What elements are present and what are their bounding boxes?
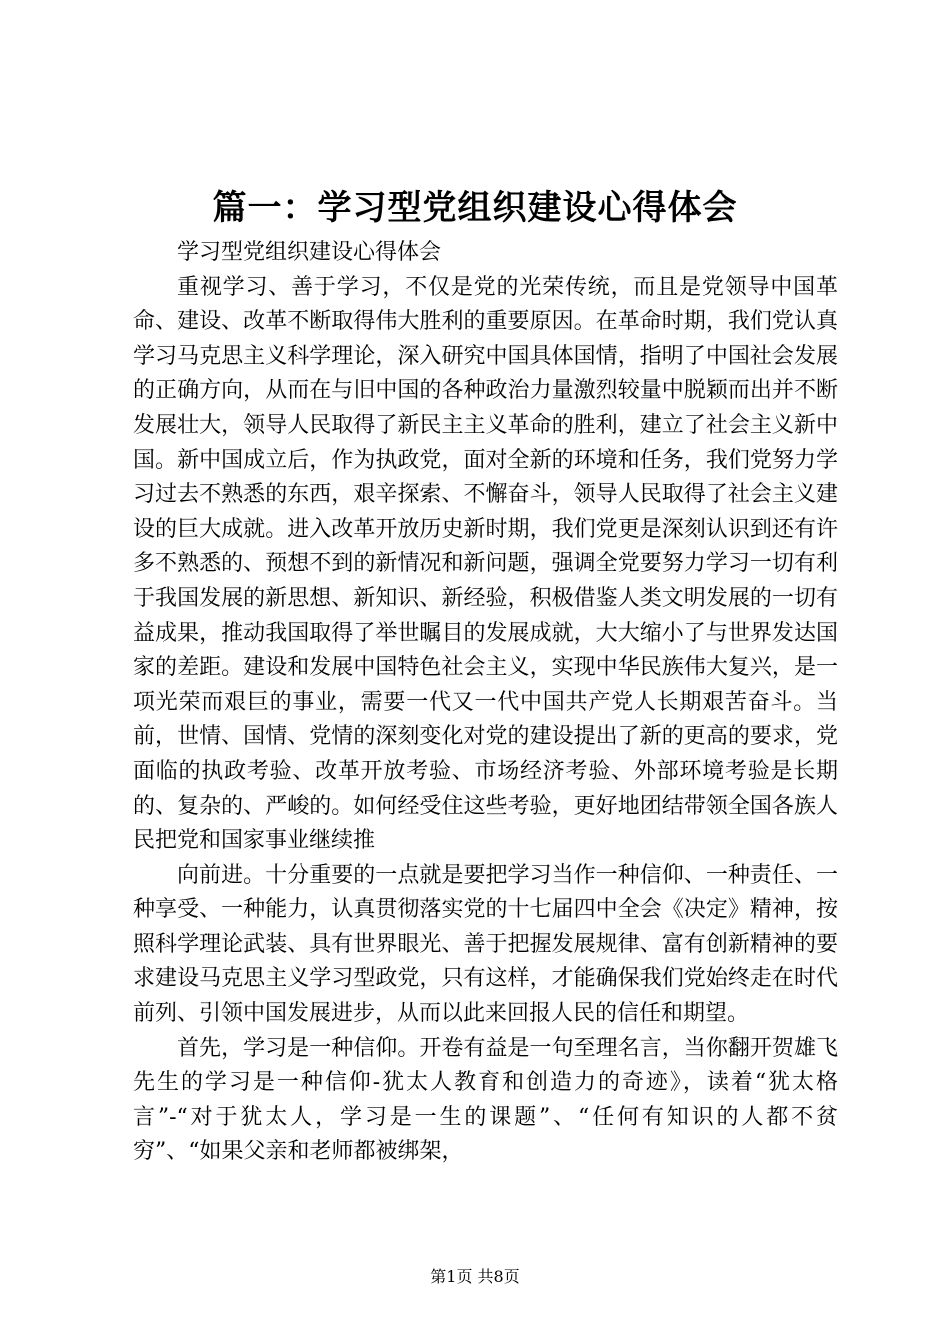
document-body (133, 236, 838, 1170)
document-subtitle: 学习型党组织建设心得体会 (177, 240, 442, 265)
paragraph-3: 首先，学习是一种信仰。开卷有益是一句至理名言，当你翻开贺雄飞先生的学习是一种信仰-犹太人教育和创造力的奇迹》，读着“犹太格言”-“对于犹太人，学习是一生的课题”、“任何有知识的人都不贫穷”、“如果父亲和老师都被绑架， (133, 1035, 838, 1165)
page-number-footer: 第1页 共8页 (430, 1267, 520, 1286)
paragraph-1: 重视学习、善于学习，不仅是党的光荣传统，而且是党领导中国革命、建设、改革不断取得伟大胜利的重要原因。在革命时期，我们党认真学习马克思主义科学理论，深入研究中国具体国情，指明了中国社会发展的正确方向，从而在与旧中国的各种政治力量激烈较量中脱颖而出并不断发展壮大，领导人民取得了新民主主义革命的胜利，建立了社会主义新中国。新中国成立后，作为执政党，面对全新的环境和任务，我们党努力学习过去不熟悉的东西，艰辛探索、不懈奋斗，领导人民取得了社会主义建设的巨大成就。进入改革开放历史新时期，我们党更是深刻认识到还有许多不熟悉的、预想不到的新情况和新问题，强调全党要努力学习一切有利于我国发展的新思想、新知识、新经验，积极借鉴人类文明发展的一切有益成果，推动我国取得了举世瞩目的发展成就，大大缩小了与世界发达国家的差距。建设和发展中国特色社会主义，实现中华民族伟大复兴，是一项光荣而艰巨的事业，需要一代又一代中国共产党人长期艰苦奋斗。当前，世情、国情、党情的深刻变化对党的建设提出了新的更高的要求，党面临的执政考验、改革开放考验、市场经济考验、外部环境考验是长期的、复杂的、严峻的。如何经受住这些考验，更好地团结带领全国各族人民把党和国家事业继续推 (133, 274, 838, 854)
document-title: 篇一：学习型党组织建设心得体会 (212, 188, 738, 228)
paragraph-2: 向前进。十分重要的一点就是要把学习当作一种信仰、一种责任、一种享受、一种能力，认真贯彻落实党的十七届四中全会《决定》精神，按照科学理论武装、具有世界眼光、善于把握发展规律、富有创新精神的要求建设马克思主义学习型政党，只有这样，才能确保我们党始终走在时代前列、引领中国发展进步，从而以此来回报人民的信任和期望。 (133, 862, 838, 1027)
